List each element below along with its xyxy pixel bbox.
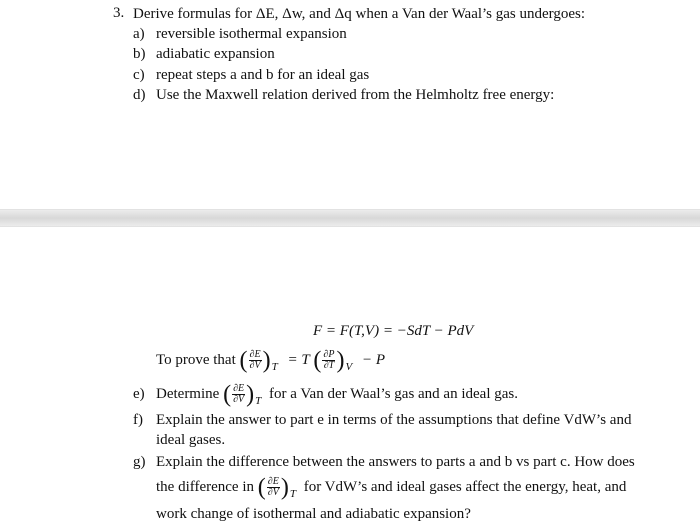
dP-dT-fraction: $\frac{\partial P}{\partial T}$ xyxy=(323,349,335,372)
part-f-label: f) xyxy=(133,412,143,428)
open-paren: ( xyxy=(239,347,248,374)
prove-mid: = T xyxy=(287,352,310,368)
part-f-line2: ideal gases. xyxy=(156,432,226,448)
part-g-fraction: $\frac{\partial E}{\partial V}$ xyxy=(267,476,279,499)
part-d-label: d) xyxy=(133,87,146,103)
part-b-text: adiabatic expansion xyxy=(156,46,275,62)
part-a-text: reversible isothermal expansion xyxy=(156,26,347,42)
part-c-label: c) xyxy=(133,67,145,83)
close-paren: ) xyxy=(262,347,271,374)
part-e-fraction: $\frac{\partial E}{\partial V}$ xyxy=(233,383,245,406)
part-g-prefix: the difference in xyxy=(156,479,255,495)
problem-intro: Derive formulas for ΔE, Δw, and Δq when a Van der Waal’s gas undergoes: xyxy=(133,6,586,22)
helmholtz-equation: F = F(T,V) = −SdT − PdV xyxy=(313,323,474,339)
part-c-text: repeat steps a and b for an ideal gas xyxy=(156,67,370,83)
dE-dV-fraction: $\frac{\partial E}{\partial V}$ xyxy=(249,349,261,372)
part-a-label: a) xyxy=(133,26,145,42)
prove-tail: − P xyxy=(361,352,386,368)
part-e-label: e) xyxy=(133,386,145,402)
part-g-line1: Explain the difference between the answers to parts a and b vs part c. How does xyxy=(156,454,635,470)
part-g-suffix: for VdW’s and ideal gases affect the energy, heat, and xyxy=(303,479,627,495)
page-divider xyxy=(0,209,700,227)
part-e-line: Determine ( $\frac{\partial E}{\partial V}$ )$_T$ for a Van der Waal’s gas and an ideal gas. xyxy=(156,381,518,408)
part-g-line2: the difference in ( $\frac{\partial E}{\partial V}$ )$_T$ for VdW’s and ideal gases affect the energy, heat, and xyxy=(156,474,627,501)
part-f-line1: Explain the answer to part e in terms of the assumptions that define VdW’s and xyxy=(156,412,632,428)
prove-line: To prove that ( $\frac{\partial E}{\partial V}$ )$_T = T$ ( $\frac{\partial P}{\partial T}$ )$_V - P$ xyxy=(156,347,386,374)
part-g-label: g) xyxy=(133,454,146,470)
prove-prefix: To prove that xyxy=(156,352,236,368)
problem-number: 3. xyxy=(113,5,125,21)
part-d-text: Use the Maxwell relation derived from the Helmholtz free energy: xyxy=(156,87,555,103)
part-e-prefix: Determine xyxy=(156,386,220,402)
part-g-line3: work change of isothermal and adiabatic expansion? xyxy=(156,506,471,522)
part-e-suffix: for a Van der Waal’s gas and an ideal gas. xyxy=(269,386,518,402)
part-b-label: b) xyxy=(133,46,146,62)
